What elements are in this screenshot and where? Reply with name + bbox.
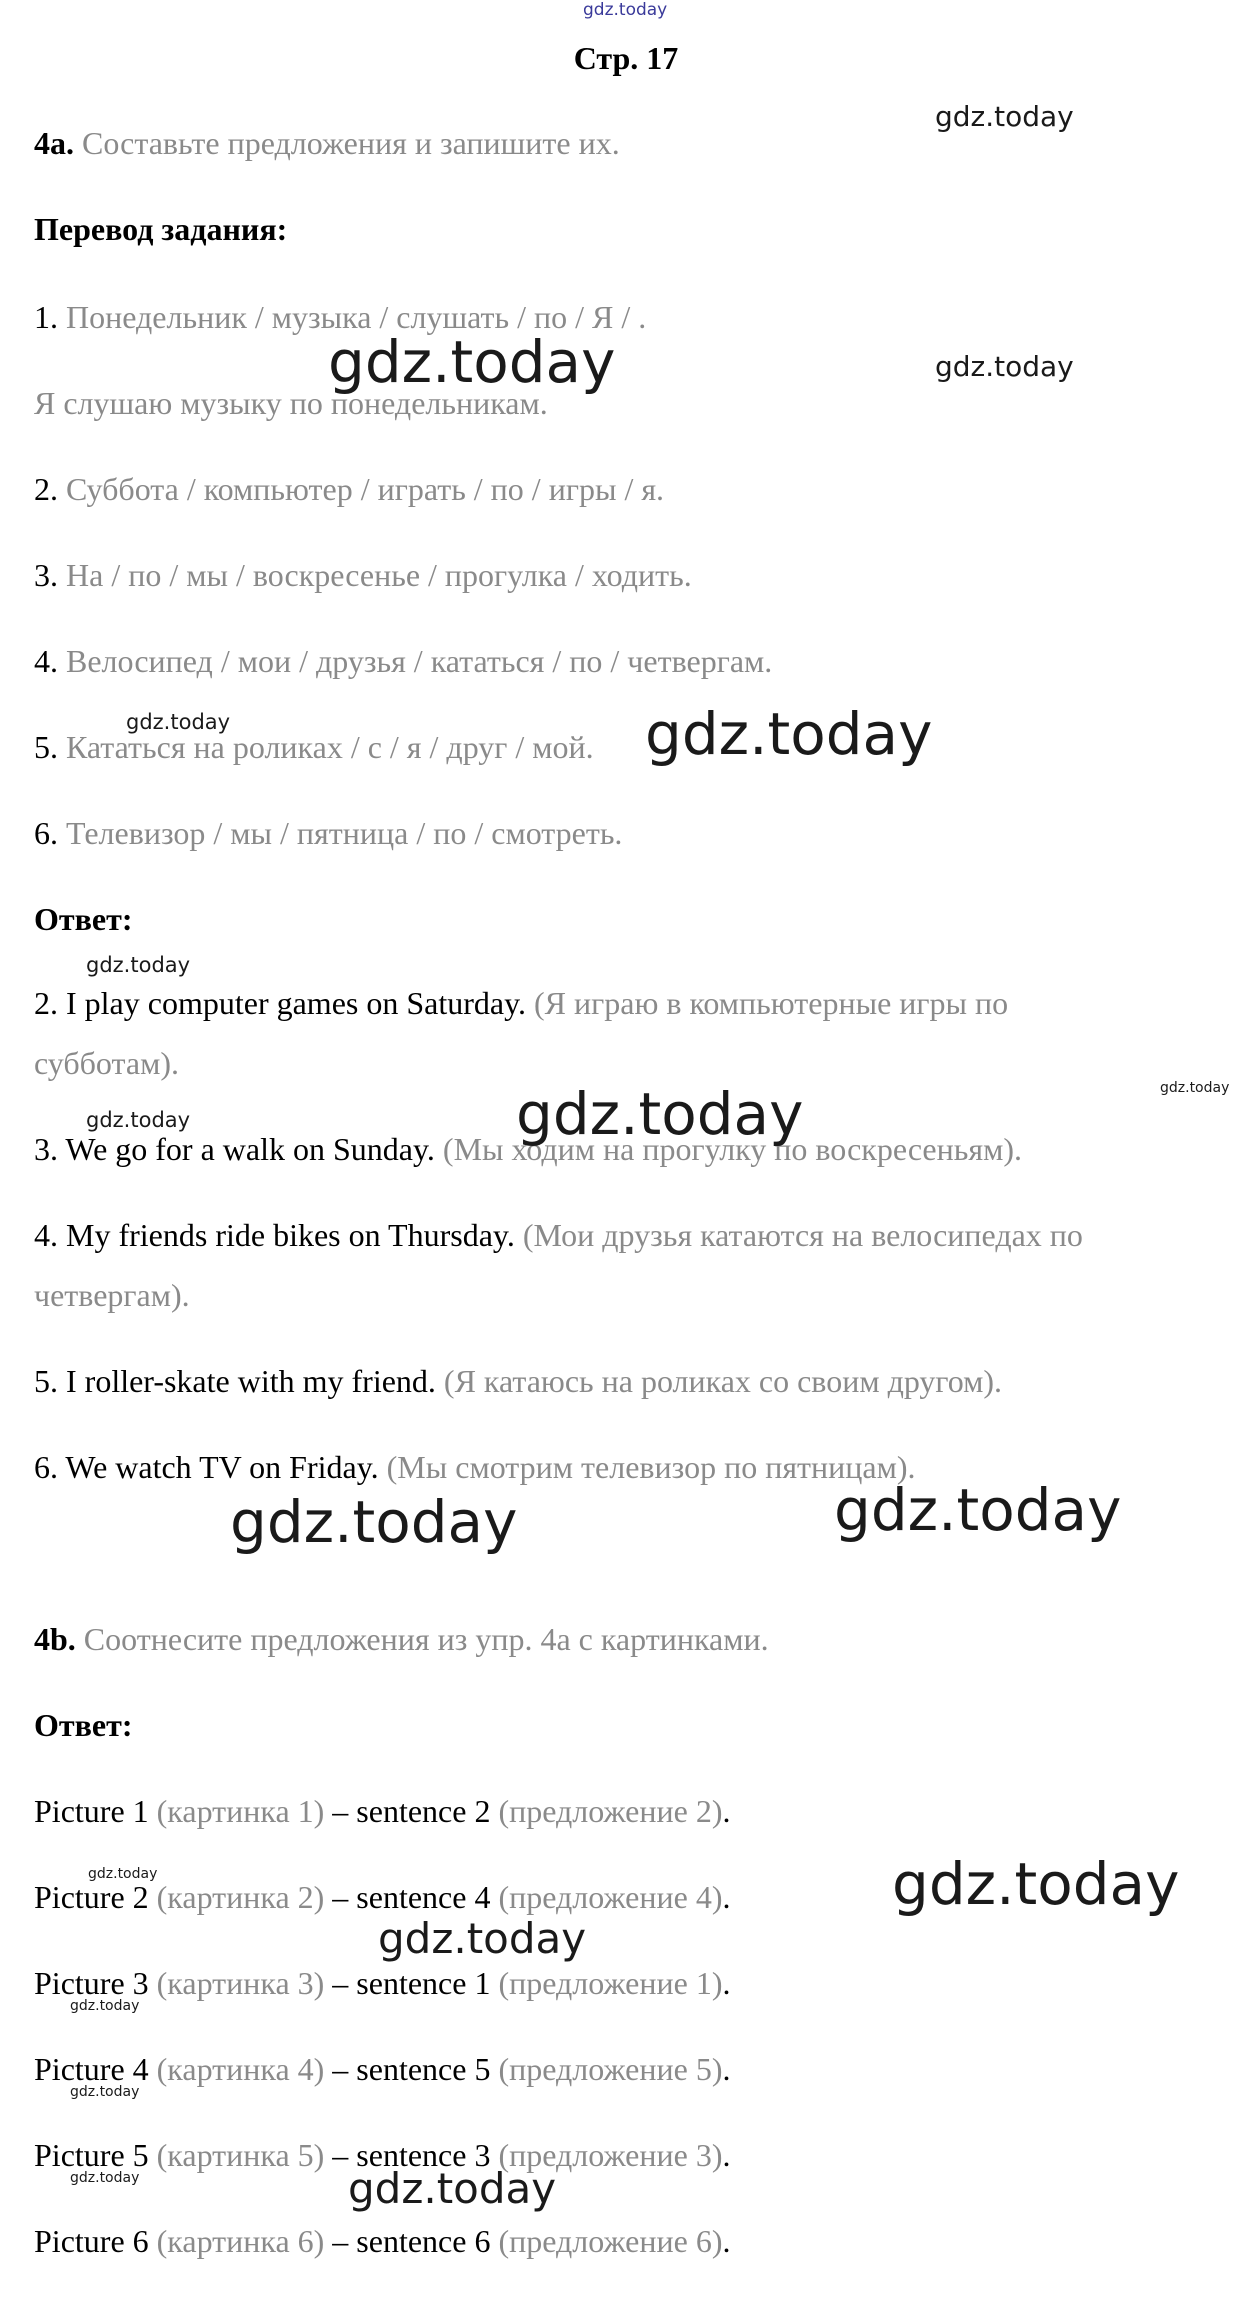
- answer-4a-2: [34, 984, 1008, 1022]
- sentence-label: sentence 4: [356, 1879, 491, 1915]
- task-4a: [34, 124, 620, 162]
- translation-text: На / по / мы / воскресенье / прогулка / ходить.: [66, 557, 692, 593]
- watermark: gdz.today: [70, 2084, 140, 2100]
- translation-text: Телевизор / мы / пятница / по / смотреть.: [66, 815, 623, 851]
- dash: –: [332, 1879, 349, 1915]
- translation-line-3: [34, 556, 692, 594]
- watermark: gdz.today: [645, 700, 933, 768]
- translation-num: 6.: [34, 815, 58, 851]
- watermark: gdz.today: [1160, 1080, 1230, 1096]
- sentence-ru: (предложение 5): [498, 2051, 723, 2087]
- answer-4b-1: [34, 1792, 730, 1830]
- page-title: Стр. 17: [573, 40, 679, 76]
- answer-4b-3: [34, 1964, 730, 2002]
- watermark: gdz.today: [86, 953, 191, 977]
- answer-4b-4: [34, 2050, 730, 2088]
- watermark: gdz.today: [935, 350, 1074, 383]
- period: .: [722, 1879, 731, 1915]
- watermark: gdz.today: [348, 2164, 557, 2213]
- answer-heading-4a: Ответ:: [34, 901, 133, 937]
- answer-4a-6: [34, 1448, 916, 1486]
- answer-ru: (Мы ходим на прогулку по воскресеньям).: [442, 1131, 1022, 1167]
- picture-label: Picture 5: [34, 2137, 149, 2173]
- watermark: gdz.today: [126, 710, 231, 734]
- task-4a-label: 4a.: [34, 125, 74, 161]
- sentence-ru: (предложение 4): [498, 1879, 723, 1915]
- picture-label: Picture 2: [34, 1879, 149, 1915]
- answer-en: 6. We watch TV on Friday.: [34, 1449, 379, 1485]
- watermark: gdz.today: [70, 2170, 140, 2186]
- watermark: gdz.today: [70, 1998, 140, 2014]
- answer-en: 3. We go for a walk on Sunday.: [34, 1131, 435, 1167]
- answer-en: 4. My friends ride bikes on Thursday.: [34, 1217, 515, 1253]
- picture-ru: (картинка 3): [156, 1965, 325, 2001]
- answer-ru: (Я играю в компьютерные игры по: [534, 985, 1009, 1021]
- picture-ru: (картинка 1): [156, 1793, 325, 1829]
- translation-text: Суббота / компьютер / играть / по / игры / я.: [66, 471, 665, 507]
- dash: –: [332, 2137, 349, 2173]
- watermark: gdz.today: [86, 1108, 191, 1132]
- picture-label: Picture 6: [34, 2223, 149, 2259]
- picture-label: Picture 3: [34, 1965, 149, 2001]
- translation-num: 2.: [34, 471, 58, 507]
- translation-text: Кататься на роликах / с / я / друг / мой.: [66, 729, 594, 765]
- answer-4b-2: [34, 1878, 730, 1916]
- sentence-ru: (предложение 6): [498, 2223, 723, 2259]
- watermark: gdz.today: [378, 1914, 587, 1963]
- picture-label: Picture 1: [34, 1793, 149, 1829]
- translation-num: 3.: [34, 557, 58, 593]
- task-4a-text: Составьте предложения и запишите их.: [82, 125, 620, 161]
- period: .: [722, 2223, 731, 2259]
- task-4b: [34, 1620, 769, 1658]
- watermark: gdz.today: [88, 1866, 158, 1882]
- translation-num: 1.: [34, 299, 58, 335]
- dash: –: [332, 2223, 349, 2259]
- header-watermark: gdz.today: [583, 0, 668, 20]
- sentence-ru: (предложение 3): [498, 2137, 723, 2173]
- sentence-ru: (предложение 2): [498, 1793, 723, 1829]
- picture-ru: (картинка 5): [156, 2137, 325, 2173]
- answer-4a-4: [34, 1216, 1083, 1254]
- watermark: gdz.today: [230, 1488, 518, 1556]
- answer-ru: (Мы смотрим телевизор по пятницам).: [386, 1449, 916, 1485]
- sentence-label: sentence 5: [356, 2051, 491, 2087]
- watermark: gdz.today: [935, 100, 1074, 133]
- translation-num: 5.: [34, 729, 58, 765]
- sentence-label: sentence 6: [356, 2223, 491, 2259]
- translation-line-4: [34, 642, 772, 680]
- answer-4a-5: [34, 1362, 1002, 1400]
- dash: –: [332, 1793, 349, 1829]
- translation-line-2: [34, 470, 664, 508]
- period: .: [722, 1793, 731, 1829]
- dash: –: [332, 2051, 349, 2087]
- task-4b-text: Соотнесите предложения из упр. 4а с картинками.: [83, 1621, 769, 1657]
- translation-heading: Перевод задания:: [34, 211, 288, 247]
- answer-en: 2. I play computer games on Saturday.: [34, 985, 527, 1021]
- period: .: [722, 2137, 731, 2173]
- period: .: [722, 1965, 731, 2001]
- answer-ru: (Мои друзья катаются на велосипедах по: [522, 1217, 1083, 1253]
- translation-line-1-answer: Я слушаю музыку по понедельникам.: [34, 385, 548, 421]
- translation-num: 4.: [34, 643, 58, 679]
- sentence-ru: (предложение 1): [498, 1965, 723, 2001]
- answer-heading-4b: Ответ:: [34, 1707, 133, 1743]
- sentence-label: sentence 3: [356, 2137, 491, 2173]
- answer-ru: (Я катаюсь на роликах со своим другом).: [443, 1363, 1003, 1399]
- translation-text: Понедельник / музыка / слушать / по / Я / .: [66, 299, 647, 335]
- watermark: gdz.today: [892, 1850, 1180, 1918]
- translation-text: Велосипед / мои / друзья / кататься / по / четвергам.: [66, 643, 773, 679]
- picture-ru: (картинка 2): [156, 1879, 325, 1915]
- task-4b-label: 4b.: [34, 1621, 76, 1657]
- watermark: gdz.today: [834, 1476, 1122, 1544]
- answer-4b-6: [34, 2222, 730, 2260]
- picture-ru: (картинка 6): [156, 2223, 325, 2259]
- dash: –: [332, 1965, 349, 2001]
- answer-4a-2-cont: субботам).: [34, 1045, 179, 1081]
- answer-en: 5. I roller-skate with my friend.: [34, 1363, 436, 1399]
- sentence-label: sentence 2: [356, 1793, 491, 1829]
- sentence-label: sentence 1: [356, 1965, 491, 2001]
- translation-line-6: [34, 814, 622, 852]
- answer-4a-4-cont: четвергам).: [34, 1277, 190, 1313]
- picture-label: Picture 4: [34, 2051, 149, 2087]
- watermark: gdz.today: [328, 328, 616, 396]
- watermark: gdz.today: [516, 1080, 804, 1148]
- picture-ru: (картинка 4): [156, 2051, 325, 2087]
- period: .: [722, 2051, 731, 2087]
- translation-line-5: [34, 728, 594, 766]
